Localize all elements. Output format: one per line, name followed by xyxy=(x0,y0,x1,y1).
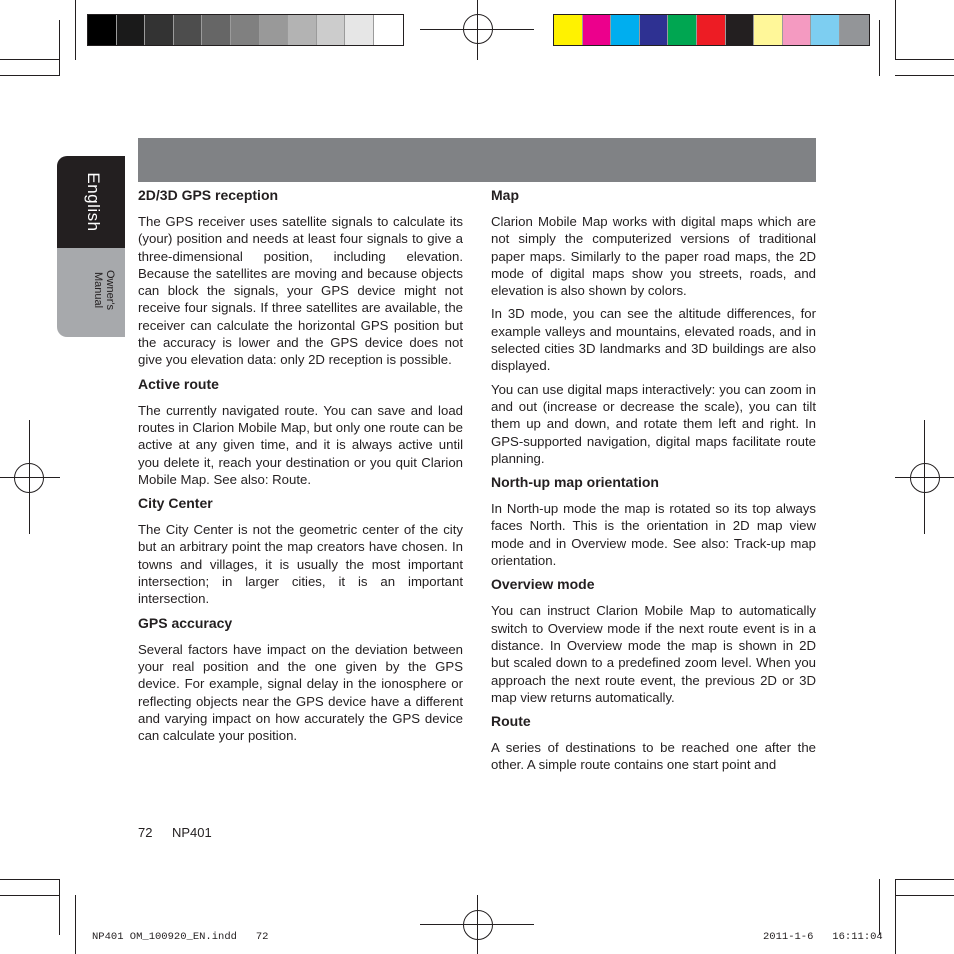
section-heading: North-up map orientation xyxy=(491,474,659,491)
body-paragraph: The City Center is not the geometric center of the city but an arbitrary point the map creators have chosen. In towns and villages, it is usually the most important intersection; in larger cities, it is an important intersection. xyxy=(138,522,463,607)
color-swatch xyxy=(88,15,117,45)
right-column xyxy=(491,186,816,780)
crop-mark xyxy=(59,20,60,76)
crop-mark xyxy=(879,20,880,76)
section-heading: City Center xyxy=(138,495,213,512)
crop-mark xyxy=(895,895,954,896)
crop-mark xyxy=(0,879,60,880)
color-swatch xyxy=(811,15,840,45)
registration-line xyxy=(924,420,925,534)
color-swatch xyxy=(174,15,203,45)
registration-line xyxy=(420,924,534,925)
registration-line xyxy=(420,29,534,30)
crop-mark xyxy=(895,879,954,880)
registration-line xyxy=(29,420,30,534)
grayscale-bar xyxy=(87,14,404,46)
body-paragraph: In 3D mode, you can see the altitude differences, for example valleys and mountains, elevated roads, and in selected cities 3D landmarks and 3D buildings are also displayed. xyxy=(491,306,816,374)
crop-mark xyxy=(0,59,60,60)
color-swatch xyxy=(697,15,726,45)
color-swatch xyxy=(668,15,697,45)
crop-mark xyxy=(895,59,954,60)
color-swatch xyxy=(554,15,583,45)
model-name: NP401 xyxy=(172,825,212,840)
color-bar xyxy=(553,14,870,46)
color-swatch xyxy=(840,15,869,45)
section-heading: 2D/3D GPS reception xyxy=(138,187,279,203)
section-header-bar xyxy=(138,138,816,182)
color-swatch xyxy=(374,15,403,45)
left-column xyxy=(138,186,463,750)
color-swatch xyxy=(145,15,174,45)
color-swatch xyxy=(754,15,783,45)
section-heading: Overview mode xyxy=(491,576,595,593)
color-swatch xyxy=(583,15,612,45)
color-swatch xyxy=(345,15,374,45)
body-paragraph: In North-up mode the map is rotated so its top always faces North. This is the orientation in 2D map view mode and in Overview mode. See also: Track-up map orientation. xyxy=(491,501,816,569)
slug-date: 2011-1-6 16:11:04 xyxy=(763,931,883,943)
page-number: 72 xyxy=(138,825,153,840)
crop-mark xyxy=(895,75,954,76)
color-swatch xyxy=(117,15,146,45)
manual-label: Owner's Manual xyxy=(92,270,116,310)
body-paragraph: You can use digital maps interactively: you can zoom in and out (increase or decrease the scale), you can tilt them up and down, and rotate them left and right. In GPS-supported navigation, digital maps facilitate route planning. xyxy=(491,381,816,466)
color-swatch xyxy=(611,15,640,45)
body-paragraph: You can instruct Clarion Mobile Map to automatically switch to Overview mode if the next route event is in a distance. In Overview mode the map is shown in 2D but scaled down to a predefined zoom level. When you approach the next route event, the previous 2D or 3D map view returns automatically. xyxy=(491,603,816,705)
crop-mark xyxy=(75,0,76,60)
body-paragraph: Several factors have impact on the deviation between your real position and the one given by the GPS device. For example, signal delay in the ionosphere or reflecting objects near the GPS device have a different and varying impact on how accurately the GPS device can calculate your position. xyxy=(138,641,463,744)
registration-mark xyxy=(910,463,940,493)
body-paragraph: Clarion Mobile Map works with digital maps which are not simply the computerized versions of traditional paper maps. Similarly to the paper road maps, the 2D mode of digital maps show you streets, roads, and elevation is also shown by colors. xyxy=(491,214,816,299)
color-swatch xyxy=(202,15,231,45)
color-swatch xyxy=(231,15,260,45)
crop-mark xyxy=(895,0,896,60)
registration-line xyxy=(477,0,478,60)
crop-mark xyxy=(0,895,60,896)
section-heading: GPS accuracy xyxy=(138,614,233,631)
crop-mark xyxy=(75,895,76,954)
color-swatch xyxy=(260,15,289,45)
crop-mark xyxy=(0,75,60,76)
slug-filename: NP401 OM_100920_EN.indd 72 xyxy=(92,931,269,943)
registration-mark xyxy=(463,910,493,940)
crop-mark xyxy=(879,879,880,935)
color-swatch xyxy=(317,15,346,45)
body-paragraph: The GPS receiver uses satellite signals to calculate its (your) position and needs at least four signals to give a three-dimensional position, including elevation. Because the satellites are moving and because objects can block the signals, your GPS device might not receive four signals. If three satellites are available, the receiver can calculate the horizontal GPS position but the accuracy is lower and the GPS device does not give you elevation data: only 2D reception is possible. xyxy=(138,214,463,368)
language-label: English xyxy=(84,172,103,232)
color-swatch xyxy=(726,15,755,45)
color-swatch xyxy=(783,15,812,45)
section-heading: Active route xyxy=(138,375,219,392)
section-heading: Map xyxy=(491,187,519,203)
registration-line xyxy=(0,477,60,478)
color-swatch xyxy=(288,15,317,45)
crop-mark xyxy=(895,879,896,954)
body-paragraph: The currently navigated route. You can save and load routes in Clarion Mobile Map, but only one route can be active at any given time, and it is always active until you delete it, reach your destination or you quit Clarion Mobile Map. See also: Route. xyxy=(138,402,463,487)
color-swatch xyxy=(640,15,669,45)
crop-mark xyxy=(59,879,60,935)
section-heading: Route xyxy=(491,713,531,730)
body-paragraph: A series of destinations to be reached one after the other. A simple route contains one start point and xyxy=(491,740,816,773)
